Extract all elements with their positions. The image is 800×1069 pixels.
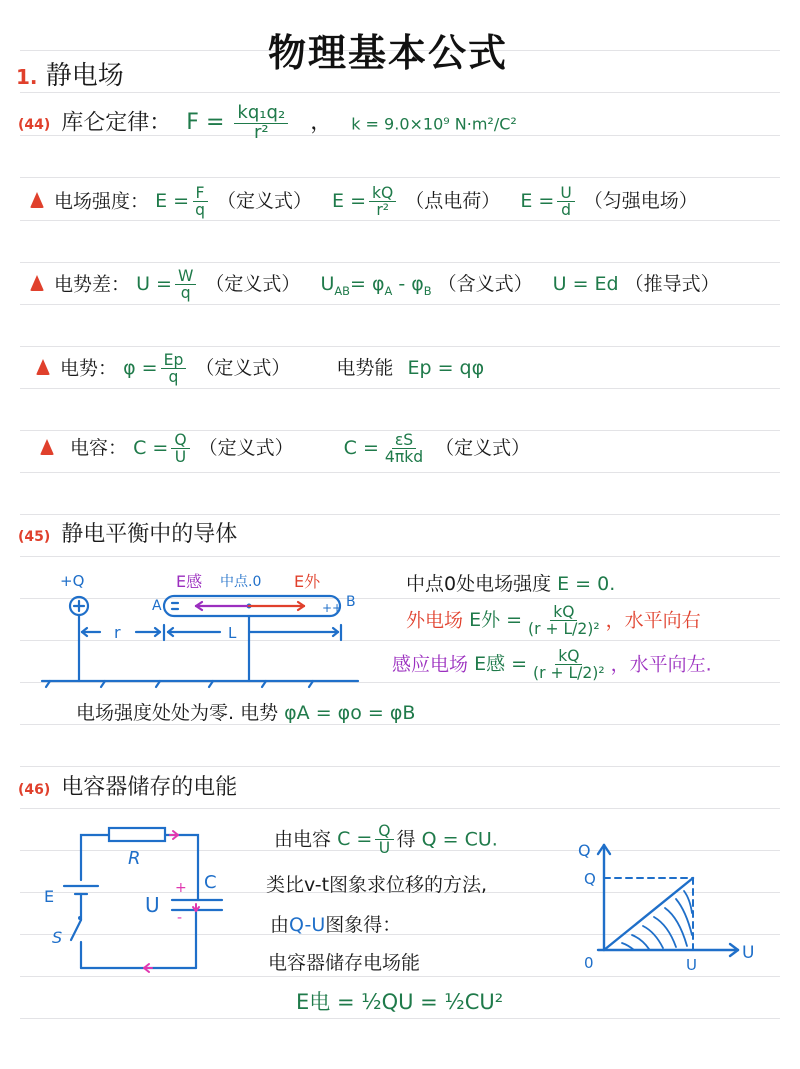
statement-text: 中点0处电场强度: [406, 573, 552, 595]
formula-note: （定义式）: [195, 357, 291, 380]
numerator: Ep: [161, 352, 187, 369]
formula-lhs: U =: [136, 273, 172, 296]
q-u-graph: [560, 820, 800, 980]
pd-formula-derived: U = Ed: [552, 273, 619, 296]
formula-lhs: φ =: [123, 357, 158, 380]
numerator: εS: [392, 432, 416, 449]
midpoint-field-line: [406, 569, 615, 596]
distance-r-label: r: [114, 623, 121, 642]
denominator: q: [180, 284, 191, 303]
analogy-line: 类比v-t图象求位移的方法,: [266, 874, 488, 896]
formula-lhs: E =: [155, 190, 190, 213]
potential-energy-formula: Ep = qφ: [407, 357, 485, 380]
formula-lhs: C =: [343, 437, 379, 460]
formula-lhs: E =: [520, 190, 555, 213]
chapter-heading: [16, 55, 124, 92]
formula-lhs: F =: [186, 110, 225, 136]
capacitor-circuit-diagram: [0, 820, 250, 980]
formula-note: （定义式）: [198, 437, 294, 460]
derivation-text: 图象得：: [325, 914, 402, 936]
capacitance-formula-parallel-plate: [343, 431, 429, 467]
derivation-text: 由: [270, 914, 290, 936]
direction-note: ，水平向右: [605, 609, 701, 632]
induced-field-text: 感应电场: [392, 653, 469, 676]
voltage-label: U: [145, 893, 160, 917]
field-strength-row: [30, 185, 698, 219]
graph-derivation-line: [270, 910, 401, 937]
length-l-label: L: [228, 624, 237, 642]
formula-lhs: E外 =: [469, 609, 523, 632]
numerator: U: [557, 185, 574, 202]
field-formula-point-charge: [332, 184, 399, 220]
separator: ，: [310, 110, 333, 136]
potential-formula: [123, 351, 189, 387]
formula-note: （匀强电场）: [583, 190, 698, 213]
fraction: [175, 268, 196, 302]
coulomb-law-label: 库仑定律：: [61, 110, 172, 136]
potential-energy-label: 电势能: [336, 357, 394, 380]
section-number: (46): [18, 782, 51, 798]
rule-line: [20, 388, 780, 389]
formula-note: （定义式）: [216, 190, 312, 213]
external-field-formula: [469, 603, 606, 639]
denominator: q: [168, 368, 179, 387]
fraction: [234, 104, 288, 143]
section-46-heading: [18, 770, 237, 801]
capacitance-formula-definition: [133, 431, 193, 467]
x-axis-label: U: [742, 943, 755, 963]
formula-note: （点电荷）: [405, 190, 501, 213]
coulomb-constant: k = 9.0×10⁹ N·m²/C²: [351, 114, 517, 134]
section-45-label: 静电平衡中的导体: [61, 522, 238, 547]
rule-line: [20, 177, 780, 178]
subscript: AB: [334, 284, 350, 299]
origin-label: 0: [584, 954, 594, 972]
formula-lhs: E感 =: [474, 653, 528, 676]
pd-formula-definition: [136, 267, 199, 303]
capacitor-label: C: [204, 872, 217, 893]
graph-name: Q-U: [289, 914, 326, 936]
field-strength-label: 电场强度：: [54, 190, 150, 213]
potential-difference-label: 电势差：: [54, 273, 131, 296]
section-number: (44): [18, 117, 51, 134]
rule-line: [20, 92, 780, 93]
formula-note: （推导式）: [624, 273, 720, 296]
chapter-index: 1.: [16, 65, 38, 89]
formula-part: U: [320, 273, 335, 296]
rule-line: [20, 808, 780, 809]
field-formula-definition: [155, 184, 211, 220]
coulomb-formula: [186, 102, 298, 143]
induced-field-line: [392, 648, 712, 682]
derivation-result: Q = CU.: [421, 828, 498, 851]
plus-sign: +: [175, 880, 187, 896]
formula-lhs: C =: [133, 437, 169, 460]
charge-label: +Q: [60, 572, 85, 590]
external-field-line: [406, 604, 701, 638]
potential-difference-row: [30, 268, 720, 302]
derivation-text: 由电容: [274, 828, 332, 851]
formula-part: = φ: [349, 273, 385, 296]
denominator: r²: [376, 201, 389, 220]
fraction: [382, 432, 426, 466]
triangle-bullet-icon: [36, 359, 50, 375]
pd-formula-meaning: [320, 273, 432, 299]
rule-line: [20, 766, 780, 767]
fraction: [530, 648, 608, 682]
denominator: U: [378, 839, 391, 858]
subscript: B: [423, 284, 432, 299]
conductor-equilibrium-diagram: [0, 560, 380, 690]
potential-label: 电势：: [60, 357, 118, 380]
induced-field-formula: [474, 647, 611, 683]
denominator: q: [195, 201, 205, 220]
triangle-bullet-icon: [30, 275, 44, 291]
formula-note: （定义式）: [205, 273, 301, 296]
numerator: F: [193, 185, 208, 202]
formula-lhs: E =: [332, 190, 366, 213]
numerator: Q: [375, 823, 393, 840]
numerator: kq₁q₂: [234, 104, 288, 124]
denominator: (r + L/2)²: [533, 664, 605, 683]
q-tick-label: Q: [584, 870, 596, 888]
external-field-label: E外: [294, 572, 321, 591]
numerator: W: [175, 268, 196, 285]
subscript: A: [384, 284, 393, 299]
switch-label: S: [52, 928, 63, 947]
fraction: [369, 185, 396, 219]
chapter-label: 静电场: [45, 61, 124, 91]
conclusion-line: [76, 698, 415, 725]
positive-charges: ++: [322, 601, 343, 615]
external-field-text: 外电场: [406, 609, 464, 632]
end-b-label: B: [346, 594, 356, 610]
numerator: kQ: [369, 185, 396, 202]
field-formula-uniform: [520, 184, 577, 220]
denominator: (r + L/2)²: [528, 620, 600, 639]
section-46-label: 电容器储存的电能: [61, 775, 238, 800]
rule-line: [20, 262, 780, 263]
y-axis-label: Q: [578, 841, 591, 860]
page-title: 物理基本公式: [268, 31, 509, 75]
triangle-bullet-icon: [40, 439, 54, 455]
denominator: r²: [253, 121, 269, 143]
end-a-label: A: [152, 598, 162, 614]
formula-part: - φ: [392, 273, 424, 296]
statement-formula: E = 0.: [557, 573, 616, 595]
conclusion-formula: φA = φo = φB: [284, 702, 416, 724]
fraction: [192, 185, 208, 219]
formula-note: （定义式）: [435, 437, 531, 460]
formula-lhs: C =: [337, 828, 373, 851]
stored-energy-formula: E电 = ½QU = ½CU²: [296, 990, 504, 1014]
direction-note: ，水平向左.: [610, 653, 712, 676]
minus-sign: -: [177, 910, 183, 926]
derivation-text: 得: [396, 828, 416, 851]
rule-line: [20, 556, 780, 557]
midpoint-label: 中点.0: [220, 574, 262, 590]
derivation-formula: [337, 822, 397, 858]
capacitance-label: 电容：: [70, 437, 128, 460]
denominator: 4πkd: [384, 448, 424, 467]
section-number: (45): [18, 529, 51, 545]
capacitance-row: [40, 432, 530, 466]
rule-line: [20, 1018, 780, 1019]
numerator: kQ: [555, 648, 582, 665]
u-tick-label: U: [686, 956, 697, 974]
resistor-label: R: [128, 848, 141, 869]
rule-line: [20, 304, 780, 305]
coulomb-law-row: [18, 104, 517, 143]
capacitance-derivation-line: [274, 823, 498, 857]
numerator: Q: [171, 432, 189, 449]
emf-label: E: [44, 887, 55, 906]
rule-line: [20, 220, 780, 221]
conclusion-text: 电场强度处处为零. 电势: [76, 702, 279, 724]
formula-note: （含义式）: [437, 273, 533, 296]
rule-line: [20, 472, 780, 473]
fraction: [171, 432, 189, 466]
numerator: kQ: [550, 604, 577, 621]
potential-row: [36, 352, 484, 386]
fraction: [375, 823, 393, 857]
fraction: [557, 185, 574, 219]
fraction: [525, 604, 603, 638]
triangle-bullet-icon: [30, 192, 44, 208]
denominator: U: [174, 448, 187, 467]
induced-field-label: E感: [176, 572, 203, 591]
rule-line: [20, 514, 780, 515]
section-45-heading: [18, 517, 237, 548]
denominator: d: [561, 201, 571, 220]
rule-line: [20, 346, 780, 347]
stored-energy-line: 电容器储存电场能: [268, 952, 421, 974]
fraction: [161, 352, 187, 386]
